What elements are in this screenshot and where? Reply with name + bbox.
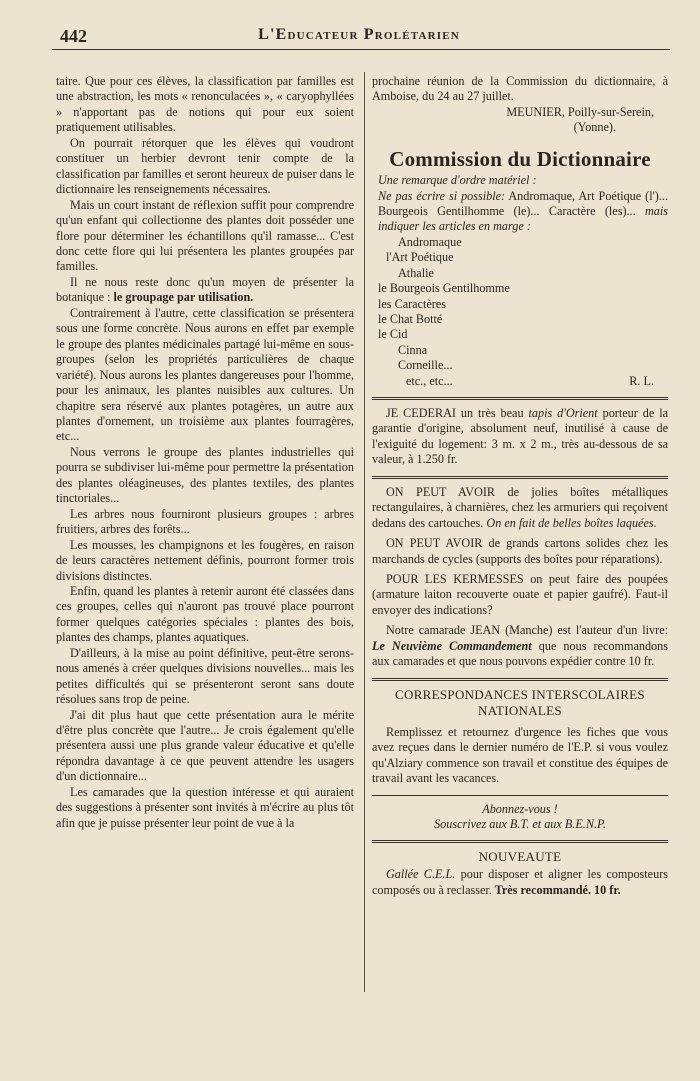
signature-location: (Yonne). (573, 120, 616, 135)
left-column (56, 74, 354, 831)
ad-text: de grands cartons solides chez les marchands de cycles (supports des boîtes pour réparations). (372, 536, 668, 566)
dictionary-list (372, 235, 668, 389)
meunier-intro: prochaine réunion de la Commission du dictionnaire, à Amboise, du 24 au 27 juillet. (372, 74, 668, 104)
ad-lead: JE CEDERAI (386, 405, 456, 420)
ad-kermesses (372, 572, 668, 618)
signature: MEUNIER, Poilly-sur-Serein, (506, 104, 654, 119)
dictionary-signature: R. L. (629, 373, 654, 388)
paragraph: taire. Que pour ces élèves, la classification par familles est une abstraction, les mots « renonculacées », « caryophyllées » n'apportant pas de notions qui pour eux soient pratiquement utilisables. (56, 74, 354, 135)
instruction-italic: Ne pas écrire si possible: (378, 188, 506, 203)
ad-text: de jolies boîtes métalliques rectangulaires, à charnières, chez les armuriers qui reçoivent dedans des cartouches. (372, 484, 668, 530)
souscrivez-text: Souscrivez aux B.T. et aux B.E.N.P. (434, 817, 606, 832)
divider (372, 397, 668, 400)
ad-metal-boxes (372, 485, 668, 531)
book-title: Le Neuvième Commandement (372, 638, 532, 653)
ad-lead: ON PEUT AVOIR (386, 536, 483, 551)
abonnez-text: Abonnez-vous ! (482, 801, 558, 816)
right-column (372, 74, 668, 898)
correspondances-text: Remplissez et retournez d'urgence les fiches que vous avez reçues dans le dernier numéro de l'E.P. si vous voulez qu'Alziary commence son travail et constitue des équipes de travail avant les vacances. (372, 724, 668, 786)
list-item: le Bourgeois Gentilhomme (378, 281, 510, 296)
divider (372, 795, 668, 796)
paragraph: J'ai dit plus haut que cette présentation aura le mérite d'être plus concrète que l'autre... Je crois également qu'elle présentera aussi une plus grande valeur éducative et qu'elle répondra davantage à ce que peuvent attendre les usagers d'un dictionnaire... (56, 707, 354, 784)
ad-text: porteur de la garantie d'origine, absolument neuf, inutilisé à cause de l'exiguité du logement: 3 m. x 2 m., très au-dessous de sa valeur, à 1.250 fr. (372, 405, 668, 467)
list-etc: etc., etc... (406, 373, 453, 388)
paragraph: On pourrait rétorquer que les élèves qui voudront constituer un herbier devront tenir compte de la classification par familles et seront heureux de puiser dans le dictionnaire les renseignements nécessaires. (56, 135, 354, 197)
divider (372, 476, 668, 479)
ad-lead: POUR LES KERMESSES (386, 572, 524, 587)
nouveaute-text (372, 867, 668, 898)
dictionary-section (372, 173, 668, 389)
instruction-text: Andromaque, Art Poétique (l')... Bourgeois Gentilhomme (le)... Caractère (les)... (378, 188, 668, 219)
ad-book (372, 623, 668, 669)
column-divider (364, 72, 365, 992)
nouveaute-italic: Gallée C.E.L. (386, 867, 456, 882)
paragraph (56, 275, 354, 306)
list-item: les Caractères (378, 296, 447, 311)
nouveaute-body: pour disposer et aligner les composteurs composés ou à reclasser. (372, 867, 668, 897)
list-item: Corneille... (398, 358, 453, 373)
nouveaute-bold: Très recommandé. 10 fr. (491, 882, 621, 897)
list-item: le Chat Botté (378, 311, 443, 326)
ad-cardboard (372, 536, 668, 567)
ad-carpet (372, 406, 668, 468)
ad-text: on peut faire des poupées (armature laiton recouverte ouate et papier gaufré). Faut-il envoyer des indications? (372, 572, 668, 617)
paragraph: Les camarades que la question intéresse et qui auraient des suggestions à présenter sont invités à m'écrire au plus tôt afin que je puisse présenter leur point de vue à la (56, 784, 354, 830)
ad-text: Notre camarade JEAN (Manche) est l'auteur d'un livre: (386, 623, 668, 638)
title-line: CORRESPONDANCES INTERSCOLAIRES (395, 686, 645, 702)
journal-title: L'Educateur Prolétarien (258, 26, 460, 43)
paragraph-text: Il ne nous reste donc qu'un moyen de présenter la botanique : (56, 274, 354, 305)
instruction-italic: mais indiquer les articles en marge : (378, 204, 668, 234)
dictionary-title: Commission du Dictionnaire (389, 146, 651, 171)
paragraph: Enfin, quand les plantes à retenir auront été classées dans ces groupes, celles qui n'auront pas trouvé place pourront former quelques catégories spéciales : plantes des bois, plantes des champs, plantes aquatiques. (56, 583, 354, 645)
ad-italic: tapis d'Orient (528, 405, 598, 420)
list-item: l'Art Poétique (386, 250, 454, 265)
paragraph: Nous verrons le groupe des plantes industrielles qui pourra se subdiviser lui-même pour permettre la présentation des plantes oléagineuses, des plantes textiles, des plantes tinctoriales... (56, 444, 354, 506)
page-number: 442 (60, 26, 87, 46)
nouveaute-title: NOUVEAUTE (478, 849, 562, 865)
title-line: NATIONALES (478, 702, 562, 718)
paragraph: Les arbres nous fourniront plusieurs groupes : arbres fruitiers, arbres des forêts... (56, 506, 354, 537)
emphasis-text: le groupage par utilisation. (113, 290, 254, 305)
paragraph: Contrairement à l'autre, cette classification se présentera sous une forme concrète. Nous aurons en effet par exemple le groupe des plantes médicinales partagé lui-même en sous-groupes (selon les propriétés particulières de chaque variété). Nous aurons les plantes dangereuses pour l'homme, pour les animaux, les plantes nuisibles aux cultures. Un chapitre sera réservé aux plantes potagères, un autre aux plantes d'ornement, un troisième aux plantes fourragères, etc... (56, 305, 354, 444)
dictionary-remark: Une remarque d'ordre matériel : (378, 173, 537, 188)
page-header (50, 26, 668, 50)
ad-italic: On en fait de belles boîtes laquées. (483, 515, 657, 530)
header-rule (52, 49, 670, 50)
list-item: Cinna (398, 342, 428, 357)
correspondances-title (372, 687, 668, 719)
dictionary-instruction (372, 189, 668, 235)
list-item: Andromaque (398, 234, 462, 249)
ad-text: un très beau (455, 405, 529, 420)
paragraph: Mais un court instant de réflexion suffit pour comprendre qu'un enfant qui collectionne des plantes doit posséder une flore pour déterminer les échantillons qu'il ramasse... C'est donc cette flore qui lui présentera les plantes groupées par familles. (56, 197, 354, 274)
paragraph: D'ailleurs, à la mise au point définitive, peut-être serons-nous amenés à créer quelques divisions nouvelles... mais les petites difficultés qui se présenteront seront sans doute résolues sans trop de peine. (56, 645, 354, 707)
paragraph: Les mousses, les champignons et les fougères, en raison de leurs caractères nettement définis, pourront former trois divisions distinctes. (56, 537, 354, 583)
list-item (372, 374, 668, 389)
divider (372, 678, 668, 681)
ad-lead: ON PEUT AVOIR (386, 484, 496, 499)
list-item: Athalie (398, 265, 434, 280)
divider (372, 840, 668, 843)
ad-text: que nous recommandons aux camarades et que nous pouvons expédier contre 10 fr. (372, 638, 668, 669)
list-item: le Cid (378, 327, 408, 342)
